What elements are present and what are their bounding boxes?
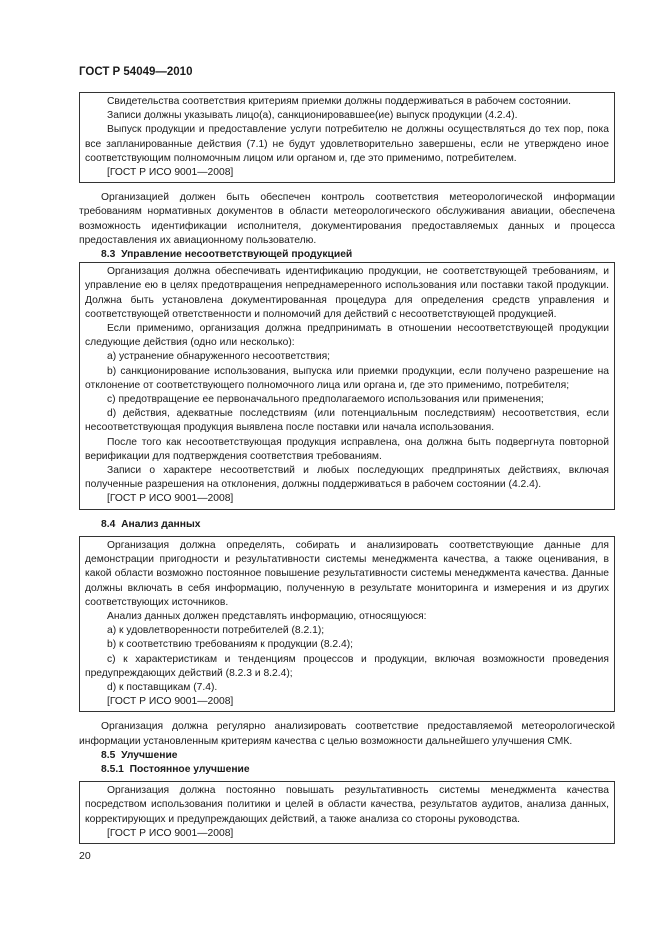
list-item: d) к поставщикам (7.4). xyxy=(107,681,218,693)
list-item: c) к характеристикам и тенденциям процессов и продукции, включая возможности проведения предупреждающих действий (8.2.3 и 8.2.4); xyxy=(85,653,609,679)
list-item: d) действия, адекватные последствиям (или потенциальным последствиям) несоответствия, если несоответствующая продукция выявлена после поставки или начала использования. xyxy=(85,408,609,434)
box-paragraph: После того как несоответствующая продукция исправлена, она должна быть подвергнута повторной верификации для подтверждения соответствия требованиям. xyxy=(85,436,609,462)
box-paragraph: Организация должна определять, собирать и анализировать соответствующие данные для демонстрации пригодности и результативности системы менеджмента качества, а также оценивания, в какой области возможно постоянное повышение результативности системы менеджмента качества. Данные должны включать в себя информацию, полученную в результате мониторинга и измерения и из других соответствующих источников. xyxy=(85,539,609,608)
box-paragraph: Свидетельства соответствия критериям приемки должны поддерживаться в рабочем состоянии. xyxy=(107,96,571,107)
reference-citation: [ГОСТ Р ИСО 9001—2008] xyxy=(107,696,234,708)
quote-box-nonconforming xyxy=(79,262,615,509)
section-heading-8-4: 8.4 Анализ данных xyxy=(101,518,201,530)
quote-box-improvement xyxy=(79,781,615,844)
section-heading-8-5: 8.5 Улучшение xyxy=(101,749,178,761)
box-paragraph: Записи о характере несоответствий и любых последующих предпринятых действиях, включая полученные разрешения на отклонения, должны поддерживаться в рабочем состоянии (4.2.4). xyxy=(85,465,609,491)
box-paragraph: Если применимо, организация должна предпринимать в отношении несоответствующей продукции следующие действия (одно или несколько): xyxy=(85,323,609,349)
reference-citation: [ГОСТ Р ИСО 9001—2008] xyxy=(107,493,234,505)
document-id-header: ГОСТ Р 54049—2010 xyxy=(79,66,193,78)
list-item: c) предотвращение ее первоначального предполагаемого использования или применения; xyxy=(107,394,544,406)
list-item: b) к соответствию требованиям к продукции (8.2.4); xyxy=(107,639,354,651)
quote-box-data-analysis xyxy=(79,536,615,712)
body-paragraph: Организация должна регулярно анализировать соответствие предоставляемой метеорологической информации установленным критериям качества с целью возможности дальнейшего улучшения СМК. xyxy=(79,721,615,747)
reference-citation: [ГОСТ Р ИСО 9001—2008] xyxy=(107,827,234,839)
page-content xyxy=(79,92,615,844)
body-paragraph: Организацией должен быть обеспечен контроль соответствия метеорологической информации требованиям нормативных документов в области метеорологического обслуживания авиации, обеспечена возможность идентификации исполнителя, документирования предоставляемых данных и процесса предоставления их авиационному пользователю. xyxy=(79,192,615,246)
page-number: 20 xyxy=(79,850,91,862)
reference-citation: [ГОСТ Р ИСО 9001—2008] xyxy=(107,167,234,179)
box-paragraph: Анализ данных должен представлять информацию, относящуюся: xyxy=(107,610,427,622)
box-paragraph: Выпуск продукции и предоставление услуги потребителю не должны осуществляться до тех пор, пока все запланированные действия (7.1) не будут удовлетворительно завершены, если не утверждено иное соответствующим полномочным лицом или органом и, где это применимо, потребителем. xyxy=(85,124,609,164)
box-paragraph: Организация должна обеспечивать идентификацию продукции, не соответствующей требованиям, и управление ею в целях предотвращения непреднамеренного использования или поставки такой продукции. Должна быть установлена документированная процедура для определения средств управления и соответствующей ответственности и полномочий для действий с несоответствующей продукцией. xyxy=(85,266,609,320)
list-item: а) к удовлетворенности потребителей (8.2.1); xyxy=(107,625,325,637)
box-paragraph: Организация должна постоянно повышать результативность системы менеджмента качества посредством использования политики и целей в области качества, результатов аудитов, анализа данных, корректирующих и предупреждающих действий, а также анализа со стороны руководства. xyxy=(85,785,609,825)
box-paragraph: Записи должны указывать лицо(а), санкционировавшее(ие) выпуск продукции (4.2.4). xyxy=(107,110,518,122)
list-item: b) санкционирование использования, выпуска или приемки продукции, если получено разрешение на отклонение от соответствующего полномочного лица или органа и, где это применимо, потребителя; xyxy=(85,365,609,391)
quote-box-acceptance xyxy=(79,92,615,183)
list-item: а) устранение обнаруженного несоответствия; xyxy=(107,351,331,363)
section-heading-8-5-1: 8.5.1 Постоянное улучшение xyxy=(101,763,250,775)
section-heading-8-3: 8.3 Управление несоответствующей продукцией xyxy=(101,249,353,261)
